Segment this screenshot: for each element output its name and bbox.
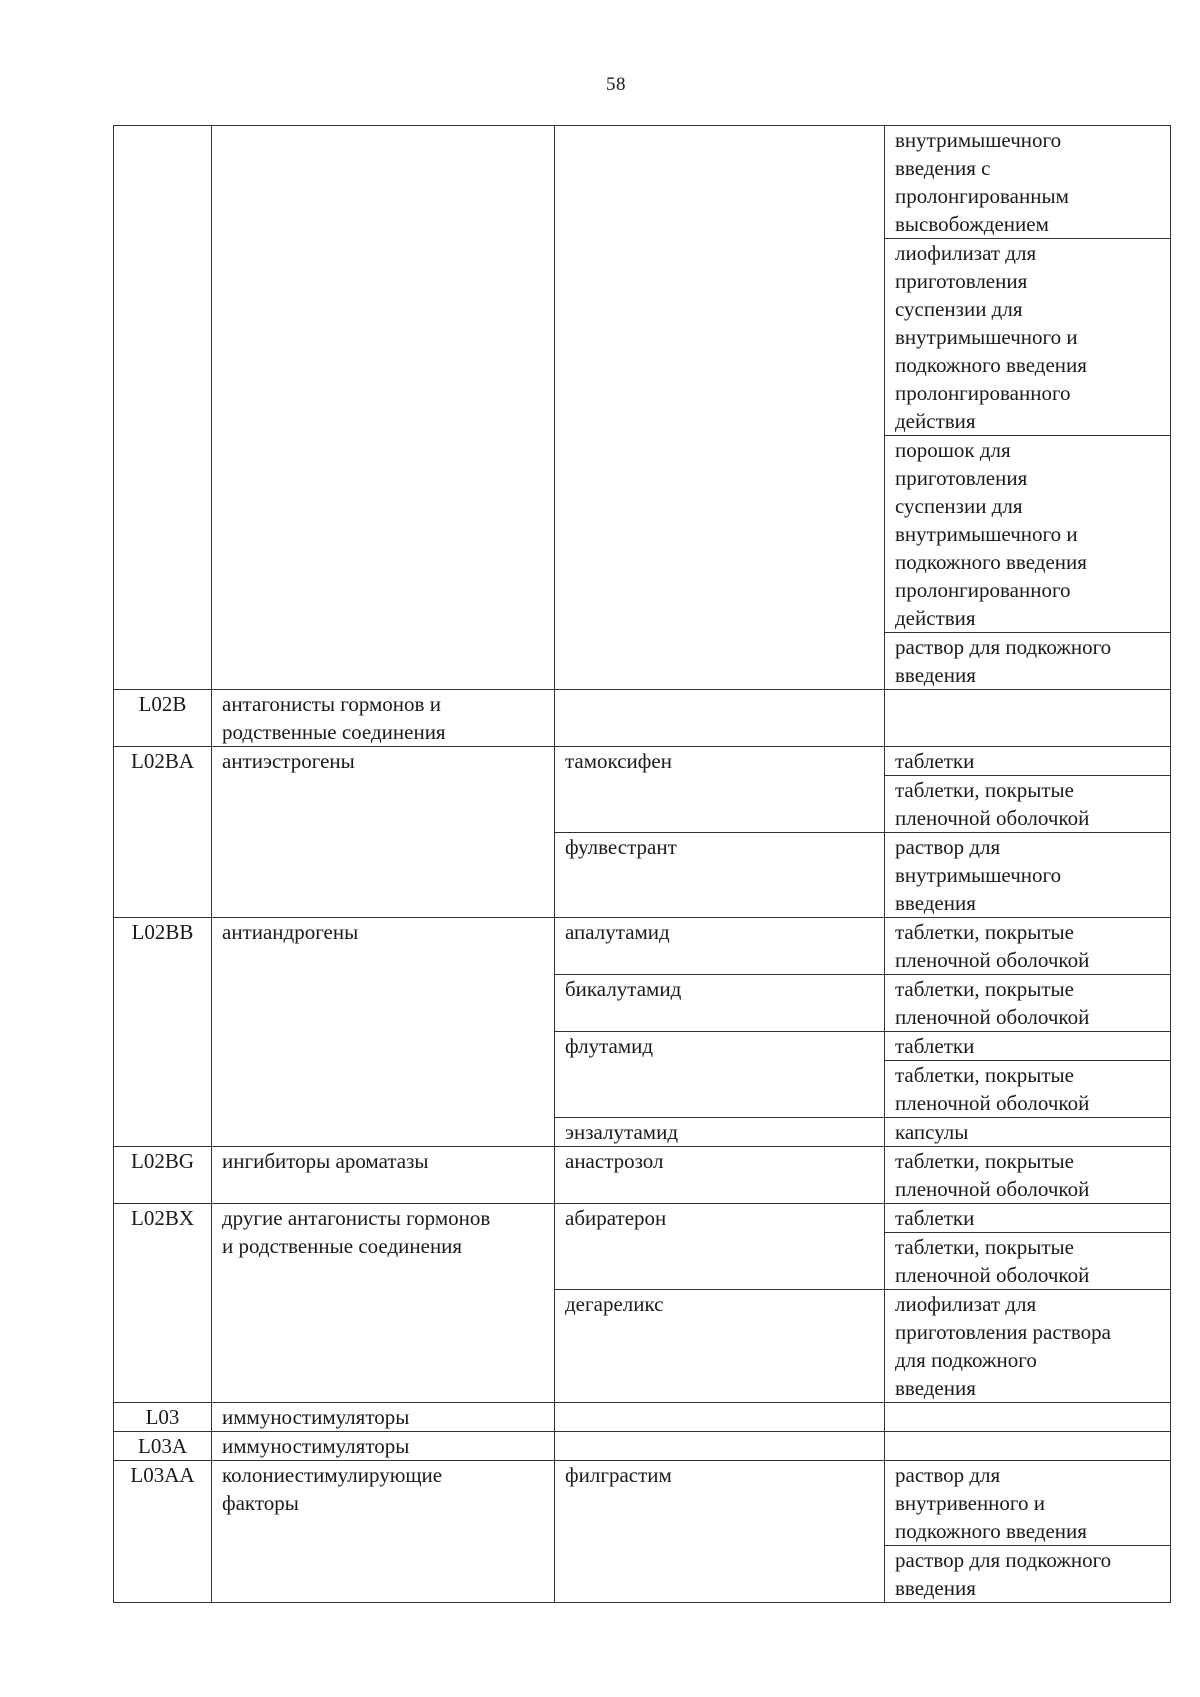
- drug-name-cell: флутамид: [555, 1032, 885, 1118]
- drug-name-cell: филграстим: [555, 1461, 885, 1603]
- table-row: [114, 1403, 1171, 1432]
- drug-name-cell: дегареликс: [555, 1290, 885, 1403]
- dosage-form-cell: [885, 1432, 1171, 1461]
- drug-name-cell: фулвестрант: [555, 833, 885, 918]
- atc-code-cell: L02BA: [114, 747, 212, 918]
- dosage-form-cell: раствор для подкожного введения: [885, 633, 1171, 690]
- group-name-cell: иммуностимуляторы: [212, 1432, 555, 1461]
- drug-table: [113, 125, 1171, 1603]
- drug-name-cell: [555, 1403, 885, 1432]
- drug-name-cell: [555, 1432, 885, 1461]
- drug-name-cell: абиратерон: [555, 1204, 885, 1290]
- drug-name-cell: тамоксифен: [555, 747, 885, 833]
- atc-code-cell: L02BB: [114, 918, 212, 1147]
- dosage-form-cell: лиофилизат для приготовления суспензии для внутримышечного и подкожного введения пролонгированного действия: [885, 239, 1171, 436]
- dosage-form-cell: лиофилизат для приготовления раствора для подкожного введения: [885, 1290, 1171, 1403]
- page-number: 58: [606, 74, 626, 95]
- drug-name-cell: анастрозол: [555, 1147, 885, 1204]
- group-name-cell: ингибиторы ароматазы: [212, 1147, 555, 1204]
- table-row: [114, 747, 1171, 776]
- table-row: [114, 1432, 1171, 1461]
- drug-name-cell: бикалутамид: [555, 975, 885, 1032]
- drug-name-cell: апалутамид: [555, 918, 885, 975]
- drug-name-cell: энзалутамид: [555, 1118, 885, 1147]
- atc-code-cell: L02BX: [114, 1204, 212, 1403]
- dosage-form-cell: раствор для внутривенного и подкожного введения: [885, 1461, 1171, 1546]
- group-name-cell: антиандрогены: [212, 918, 555, 1147]
- dosage-form-cell: [885, 1403, 1171, 1432]
- table-row: [114, 1461, 1171, 1546]
- atc-code-cell: [114, 126, 212, 690]
- group-name-cell: другие антагонисты гормонов и родственные соединения: [212, 1204, 555, 1403]
- group-name-cell: антагонисты гормонов и родственные соединения: [212, 690, 555, 747]
- group-name-cell: [212, 126, 555, 690]
- dosage-form-cell: таблетки, покрытые пленочной оболочкой: [885, 918, 1171, 975]
- atc-code-cell: L02BG: [114, 1147, 212, 1204]
- dosage-form-cell: таблетки, покрытые пленочной оболочкой: [885, 776, 1171, 833]
- atc-code-cell: L03AA: [114, 1461, 212, 1603]
- dosage-form-cell: внутримышечного введения с пролонгированным высвобождением: [885, 126, 1171, 239]
- atc-code-cell: L03: [114, 1403, 212, 1432]
- table-row: [114, 126, 1171, 239]
- group-name-cell: антиэстрогены: [212, 747, 555, 918]
- drug-name-cell: [555, 690, 885, 747]
- dosage-form-cell: порошок для приготовления суспензии для внутримышечного и подкожного введения пролонгированного действия: [885, 436, 1171, 633]
- table-row: [114, 690, 1171, 747]
- table-row: [114, 918, 1171, 975]
- dosage-form-cell: [885, 690, 1171, 747]
- dosage-form-cell: таблетки: [885, 1204, 1171, 1233]
- atc-code-cell: L02B: [114, 690, 212, 747]
- atc-code-cell: L03A: [114, 1432, 212, 1461]
- table-row: [114, 1147, 1171, 1204]
- dosage-form-cell: таблетки, покрытые пленочной оболочкой: [885, 975, 1171, 1032]
- dosage-form-cell: раствор для внутримышечного введения: [885, 833, 1171, 918]
- group-name-cell: колониестимулирующие факторы: [212, 1461, 555, 1603]
- dosage-form-cell: таблетки: [885, 1032, 1171, 1061]
- group-name-cell: иммуностимуляторы: [212, 1403, 555, 1432]
- dosage-form-cell: таблетки, покрытые пленочной оболочкой: [885, 1061, 1171, 1118]
- drug-name-cell: [555, 126, 885, 690]
- dosage-form-cell: капсулы: [885, 1118, 1171, 1147]
- dosage-form-cell: раствор для подкожного введения: [885, 1546, 1171, 1603]
- dosage-form-cell: таблетки, покрытые пленочной оболочкой: [885, 1233, 1171, 1290]
- table-row: [114, 1204, 1171, 1233]
- dosage-form-cell: таблетки, покрытые пленочной оболочкой: [885, 1147, 1171, 1204]
- dosage-form-cell: таблетки: [885, 747, 1171, 776]
